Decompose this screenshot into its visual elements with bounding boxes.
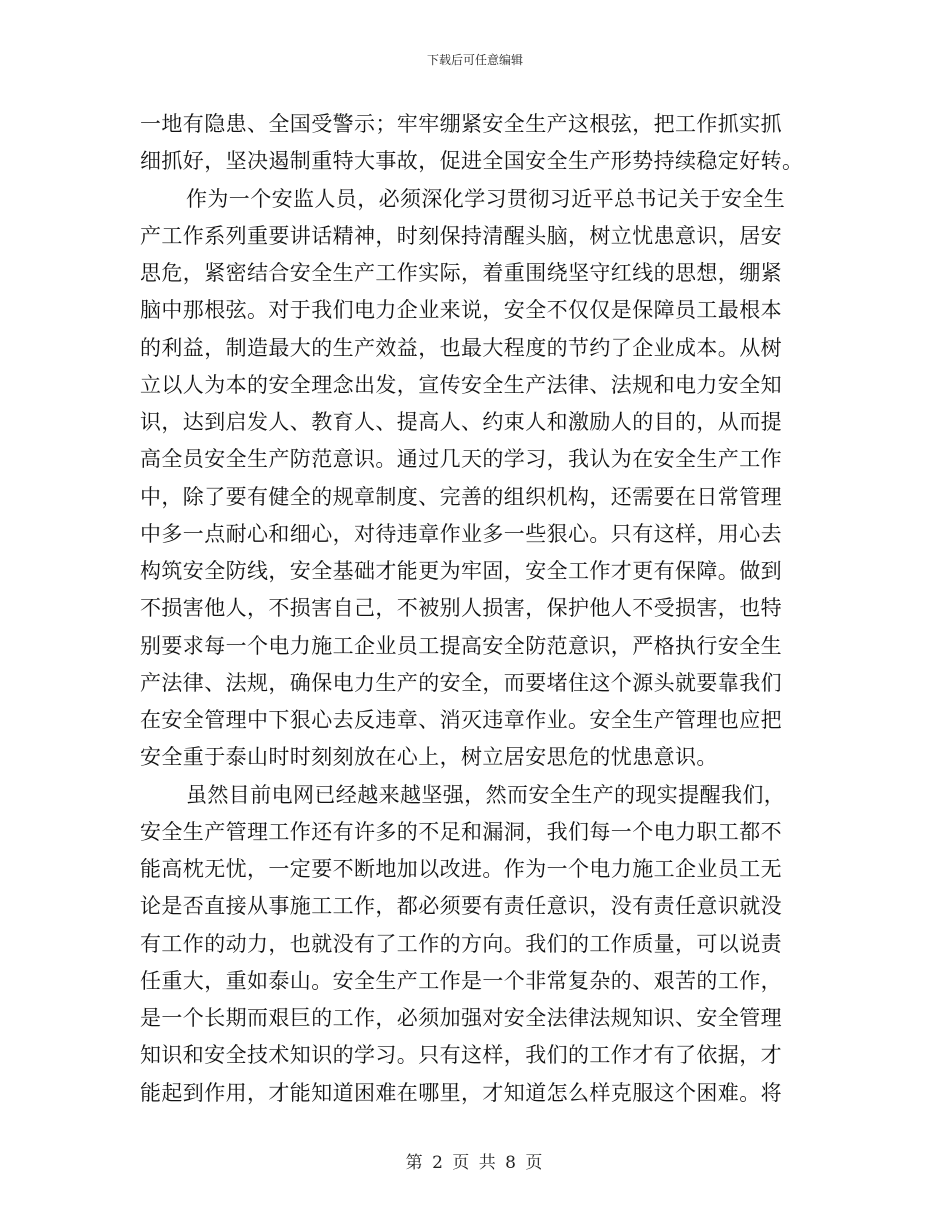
text-line: 别要求每一个电力施工企业员工提高安全防范意识，严格执行安全生 (140, 633, 782, 658)
text-line: 思危，紧密结合安全生产工作实际，着重围绕坚守红线的思想，绷紧 (140, 261, 782, 285)
document-body (140, 106, 812, 1112)
text-line: 细抓好，坚决遏制重特大事故，促进全国安全生产形势持续稳定好转。 (140, 149, 804, 174)
text-line: 的利益，制造最大的生产效益，也最大程度的节约了企业成本。从树 (140, 335, 782, 360)
text-line: 识，达到启发人、教育人、提高人、约束人和激励人的目的，从而提 (140, 410, 782, 434)
text-line: 能高枕无忧，一定要不断地加以改进。作为一个电力施工企业员工无 (140, 857, 782, 881)
text-line: 任重大，重如泰山。安全生产工作是一个非常复杂的、艰苦的工作， (140, 968, 782, 993)
text-line: 有工作的动力，也就没有了工作的方向。我们的工作质量，可以说责 (140, 931, 782, 956)
text-line: 脑中那根弦。对于我们电力企业来说，安全不仅仅是保障员工最根本 (140, 298, 782, 323)
text-line: 在安全管理中下狠心去反违章、消灭违章作业。安全生产管理也应把 (140, 708, 782, 732)
text-line: 中多一点耐心和细心，对待违章作业多一些狠心。只有这样，用心去 (140, 521, 782, 546)
text-line: 中，除了要有健全的规章制度、完善的组织机构，还需要在日常管理 (140, 484, 782, 509)
text-line: 能起到作用，才能知道困难在哪里，才知道怎么样克服这个困难。将 (140, 1080, 782, 1105)
page-number: 第 2 页 共 8 页 (405, 1153, 545, 1173)
paragraph-start-line: 作为一个安监人员，必须深化学习贯彻习近平总书记关于安全生 (186, 186, 786, 211)
text-line: 立以人为本的安全理念出发，宣传安全生产法律、法规和电力安全知 (140, 372, 782, 397)
text-line: 一地有隐患、全国受警示；牢牢绷紧安全生产这根弦，把工作抓实抓 (140, 112, 782, 136)
text-line: 是一个长期而艰巨的工作，必须加强对安全法律法规知识、安全管理 (140, 1006, 782, 1030)
paragraph-start-line: 虽然目前电网已经越来越坚强，然而安全生产的现实提醒我们， (186, 782, 786, 807)
text-line: 知识和安全技术知识的学习。只有这样，我们的工作才有了依据，才 (140, 1043, 782, 1068)
text-line: 构筑安全防线，安全基础才能更为牢固，安全工作才更有保障。做到 (140, 559, 782, 583)
text-line: 安全重于泰山时时刻刻放在心上，树立居安思危的忧患意识。 (140, 745, 718, 770)
page-header: 下载后可任意编辑 (426, 53, 523, 67)
text-line: 不损害他人，不损害自己，不被别人损害，保护他人不受损害，也特 (140, 596, 782, 621)
text-line: 论是否直接从事施工工作，都必须要有责任意识，没有责任意识就没 (140, 894, 782, 919)
text-line: 产法律、法规，确保电力生产的安全，而要堵住这个源头就要靠我们 (140, 670, 782, 695)
text-line: 高全员安全生产防范意识。通过几天的学习，我认为在安全生产工作 (140, 447, 782, 472)
text-line: 安全生产管理工作还有许多的不足和漏洞，我们每一个电力职工都不 (140, 819, 782, 844)
text-line: 产工作系列重要讲话精神，时刻保持清醒头脑，树立忧患意识，居安 (140, 223, 782, 248)
